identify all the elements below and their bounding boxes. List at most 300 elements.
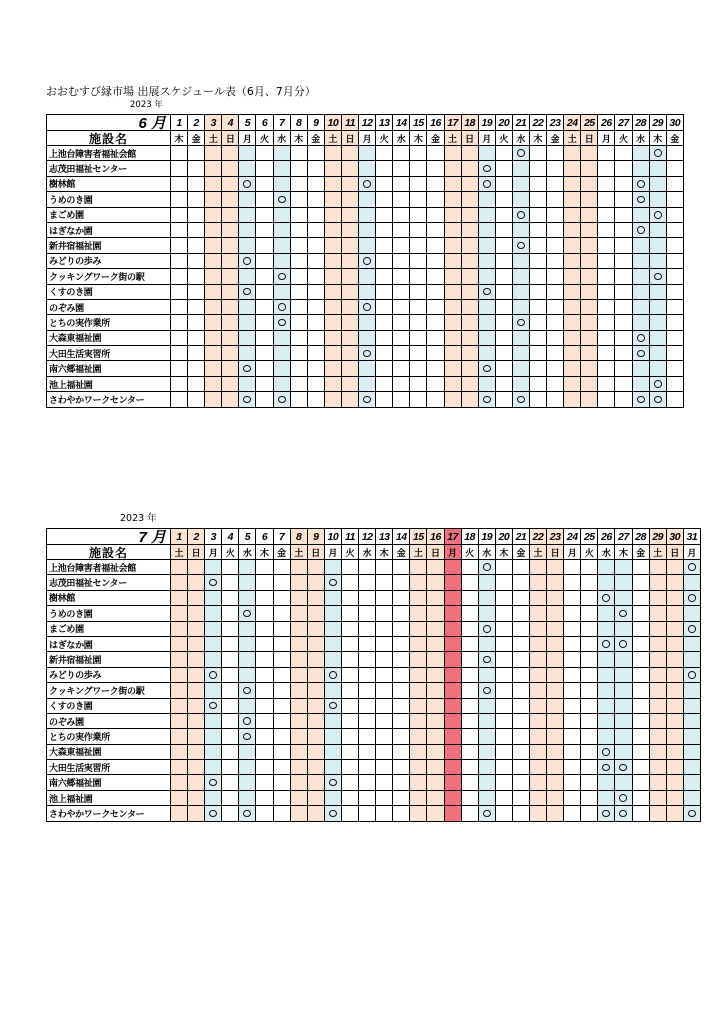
- schedule-cell: [376, 177, 393, 192]
- schedule-cell: [325, 745, 342, 760]
- schedule-cell: [274, 791, 291, 806]
- schedule-cell: [667, 254, 684, 269]
- schedule-cell: [496, 254, 513, 269]
- schedule-cell: [513, 254, 530, 269]
- schedule-cell: [222, 238, 239, 253]
- schedule-cell: [598, 714, 615, 729]
- schedule-cell: [188, 745, 205, 760]
- schedule-cell: [547, 146, 564, 161]
- schedule-cell: [530, 637, 547, 652]
- schedule-cell: [256, 683, 273, 698]
- facility-name: のぞみ園: [47, 300, 171, 315]
- schedule-cell: [547, 269, 564, 284]
- weekday-cell: 水: [239, 545, 256, 560]
- facility-name: さわやかワークセンター: [47, 392, 171, 407]
- schedule-cell: [633, 622, 650, 637]
- schedule-cell: [222, 683, 239, 698]
- schedule-cell: [222, 714, 239, 729]
- schedule-cell: [479, 223, 496, 238]
- schedule-cell: [188, 238, 205, 253]
- schedule-cell: [205, 560, 222, 575]
- schedule-cell: [239, 392, 256, 407]
- schedule-cell: [376, 591, 393, 606]
- schedule-cell: [581, 760, 598, 775]
- schedule-cell: [342, 637, 359, 652]
- schedule-cell: [667, 683, 684, 698]
- schedule-cell: [342, 254, 359, 269]
- schedule-cell: [615, 285, 632, 300]
- circle-mark-icon: [329, 810, 337, 818]
- schedule-cell: [633, 652, 650, 667]
- schedule-cell: [291, 300, 308, 315]
- schedule-cell: [564, 161, 581, 176]
- schedule-cell: [496, 285, 513, 300]
- schedule-cell: [445, 346, 462, 361]
- schedule-cell: [650, 575, 667, 590]
- schedule-cell: [342, 775, 359, 790]
- facility-name: 大田生活実習所: [47, 760, 171, 775]
- facility-name: のぞみ園: [47, 714, 171, 729]
- schedule-cell: [445, 699, 462, 714]
- schedule-cell: [171, 745, 188, 760]
- schedule-cell: [239, 668, 256, 683]
- schedule-cell: [410, 177, 427, 192]
- schedule-cell: [564, 254, 581, 269]
- weekday-cell: 月: [598, 131, 615, 146]
- schedule-cell: [581, 699, 598, 714]
- schedule-cell: [462, 791, 479, 806]
- schedule-cell: [274, 591, 291, 606]
- schedule-cell: [325, 346, 342, 361]
- schedule-cell: [410, 392, 427, 407]
- weekday-cell: 木: [291, 131, 308, 146]
- schedule-cell: [667, 806, 684, 821]
- schedule-cell: [274, 192, 291, 207]
- circle-mark-icon: [243, 396, 251, 404]
- schedule-cell: [547, 806, 564, 821]
- facility-name: 新井宿福祉園: [47, 652, 171, 667]
- schedule-cell: [256, 760, 273, 775]
- schedule-cell: [445, 146, 462, 161]
- circle-mark-icon: [329, 702, 337, 710]
- schedule-cell: [427, 575, 444, 590]
- day-number-cell: 1: [171, 529, 188, 545]
- schedule-cell: [650, 699, 667, 714]
- schedule-cell: [393, 331, 410, 346]
- schedule-cell: [496, 361, 513, 376]
- schedule-cell: [239, 806, 256, 821]
- schedule-cell: [171, 683, 188, 698]
- schedule-cell: [667, 285, 684, 300]
- schedule-cell: [171, 560, 188, 575]
- schedule-cell: [667, 331, 684, 346]
- circle-mark-icon: [209, 779, 217, 787]
- schedule-cell: [256, 606, 273, 621]
- schedule-cell: [530, 591, 547, 606]
- schedule-cell: [342, 699, 359, 714]
- schedule-cell: [513, 146, 530, 161]
- schedule-cell: [581, 300, 598, 315]
- schedule-cell: [650, 177, 667, 192]
- schedule-cell: [564, 683, 581, 698]
- schedule-cell: [479, 775, 496, 790]
- facility-name: みどりの歩み: [47, 254, 171, 269]
- schedule-cell: [564, 392, 581, 407]
- schedule-cell: [342, 269, 359, 284]
- schedule-cell: [393, 238, 410, 253]
- schedule-cell: [393, 392, 410, 407]
- weekday-cell: 水: [359, 545, 376, 560]
- schedule-cell: [376, 208, 393, 223]
- schedule-cell: [171, 714, 188, 729]
- schedule-cell: [308, 315, 325, 330]
- schedule-cell: [171, 699, 188, 714]
- facility-name: うめのき園: [47, 192, 171, 207]
- circle-mark-icon: [688, 625, 696, 633]
- schedule-cell: [308, 300, 325, 315]
- schedule-cell: [325, 714, 342, 729]
- schedule-cell: [274, 300, 291, 315]
- schedule-cell: [359, 652, 376, 667]
- facility-name: 大田生活実習所: [47, 346, 171, 361]
- schedule-cell: [342, 591, 359, 606]
- schedule-cell: [274, 254, 291, 269]
- schedule-cell: [598, 699, 615, 714]
- schedule-cell: [427, 315, 444, 330]
- schedule-cell: [564, 606, 581, 621]
- year-label: 2023 年: [130, 100, 163, 110]
- schedule-cell: [615, 775, 632, 790]
- circle-mark-icon: [278, 319, 286, 327]
- circle-mark-icon: [209, 579, 217, 587]
- schedule-cell: [171, 652, 188, 667]
- facility-name: 大森東福祉園: [47, 745, 171, 760]
- schedule-cell: [427, 637, 444, 652]
- schedule-cell: [376, 745, 393, 760]
- circle-mark-icon: [483, 625, 491, 633]
- circle-mark-icon: [688, 810, 696, 818]
- schedule-cell: [410, 361, 427, 376]
- circle-mark-icon: [637, 396, 645, 404]
- facility-name: うめのき園: [47, 606, 171, 621]
- schedule-cell: [530, 606, 547, 621]
- schedule-cell: [513, 192, 530, 207]
- day-number-cell: 9: [308, 529, 325, 545]
- schedule-cell: [222, 269, 239, 284]
- schedule-cell: [445, 622, 462, 637]
- schedule-cell: [650, 392, 667, 407]
- schedule-cell: [376, 146, 393, 161]
- schedule-cell: [667, 269, 684, 284]
- schedule-cell: [598, 775, 615, 790]
- schedule-cell: [188, 392, 205, 407]
- schedule-cell: [239, 192, 256, 207]
- schedule-cell: [359, 254, 376, 269]
- schedule-cell: [308, 254, 325, 269]
- schedule-cell: [256, 192, 273, 207]
- schedule-cell: [376, 560, 393, 575]
- schedule-cell: [547, 346, 564, 361]
- schedule-cell: [496, 652, 513, 667]
- schedule-cell: [205, 223, 222, 238]
- schedule-cell: [308, 346, 325, 361]
- weekday-cell: 土: [291, 545, 308, 560]
- schedule-cell: [598, 392, 615, 407]
- schedule-cell: [291, 806, 308, 821]
- schedule-cell: [513, 223, 530, 238]
- schedule-cell: [598, 652, 615, 667]
- schedule-cell: [445, 238, 462, 253]
- schedule-cell: [205, 361, 222, 376]
- schedule-cell: [513, 637, 530, 652]
- schedule-cell: [222, 652, 239, 667]
- schedule-cell: [684, 806, 701, 821]
- schedule-cell: [598, 806, 615, 821]
- schedule-cell: [667, 622, 684, 637]
- circle-mark-icon: [329, 579, 337, 587]
- schedule-cell: [513, 606, 530, 621]
- schedule-cell: [427, 161, 444, 176]
- facility-name: はぎなか園: [47, 637, 171, 652]
- schedule-cell: [274, 331, 291, 346]
- schedule-cell: [462, 223, 479, 238]
- schedule-cell: [462, 699, 479, 714]
- schedule-cell: [274, 392, 291, 407]
- schedule-cell: [291, 192, 308, 207]
- day-number-cell: 24: [564, 529, 581, 545]
- weekday-cell: 土: [530, 545, 547, 560]
- schedule-cell: [291, 575, 308, 590]
- day-number-cell: 26: [598, 529, 615, 545]
- schedule-cell: [342, 315, 359, 330]
- schedule-cell: [530, 208, 547, 223]
- schedule-cell: [684, 591, 701, 606]
- schedule-cell: [667, 346, 684, 361]
- schedule-cell: [256, 729, 273, 744]
- schedule-cell: [684, 729, 701, 744]
- circle-mark-icon: [243, 687, 251, 695]
- schedule-cell: [359, 683, 376, 698]
- schedule-cell: [462, 806, 479, 821]
- schedule-cell: [684, 668, 701, 683]
- schedule-cell: [376, 285, 393, 300]
- day-number-cell: 22: [530, 115, 547, 131]
- schedule-cell: [239, 331, 256, 346]
- schedule-cell: [479, 622, 496, 637]
- schedule-cell: [633, 146, 650, 161]
- schedule-cell: [479, 346, 496, 361]
- schedule-cell: [171, 269, 188, 284]
- schedule-cell: [598, 146, 615, 161]
- schedule-cell: [462, 238, 479, 253]
- schedule-cell: [445, 285, 462, 300]
- schedule-cell: [462, 729, 479, 744]
- schedule-cell: [445, 760, 462, 775]
- schedule-cell: [615, 591, 632, 606]
- schedule-cell: [479, 361, 496, 376]
- schedule-cell: [342, 377, 359, 392]
- circle-mark-icon: [363, 257, 371, 265]
- weekday-cell: 金: [633, 545, 650, 560]
- schedule-cell: [650, 714, 667, 729]
- facility-name: 上池台障害者福祉会館: [47, 560, 171, 575]
- schedule-cell: [633, 254, 650, 269]
- schedule-cell: [684, 622, 701, 637]
- schedule-cell: [256, 285, 273, 300]
- schedule-cell: [598, 637, 615, 652]
- schedule-cell: [633, 714, 650, 729]
- schedule-cell: [479, 714, 496, 729]
- schedule-cell: [359, 714, 376, 729]
- schedule-cell: [581, 361, 598, 376]
- day-number-cell: 3: [205, 529, 222, 545]
- schedule-cell: [615, 699, 632, 714]
- facility-name: 池上福祉園: [47, 791, 171, 806]
- schedule-cell: [598, 560, 615, 575]
- schedule-cell: [393, 192, 410, 207]
- schedule-cell: [496, 760, 513, 775]
- schedule-cell: [222, 591, 239, 606]
- schedule-cell: [479, 729, 496, 744]
- schedule-cell: [359, 208, 376, 223]
- schedule-cell: [222, 285, 239, 300]
- schedule-cell: [171, 254, 188, 269]
- schedule-cell: [171, 146, 188, 161]
- schedule-cell: [188, 192, 205, 207]
- schedule-cell: [445, 300, 462, 315]
- schedule-cell: [479, 606, 496, 621]
- schedule-cell: [274, 208, 291, 223]
- schedule-cell: [427, 331, 444, 346]
- schedule-cell: [291, 331, 308, 346]
- schedule-cell: [581, 269, 598, 284]
- schedule-cell: [496, 699, 513, 714]
- schedule-cell: [256, 668, 273, 683]
- schedule-cell: [359, 775, 376, 790]
- schedule-cell: [291, 177, 308, 192]
- day-number-cell: 21: [513, 115, 530, 131]
- schedule-cell: [376, 331, 393, 346]
- weekday-cell: 水: [479, 545, 496, 560]
- schedule-cell: [496, 223, 513, 238]
- weekday-cell: 木: [530, 131, 547, 146]
- day-number-cell: 9: [308, 115, 325, 131]
- circle-mark-icon: [619, 640, 627, 648]
- schedule-cell: [496, 346, 513, 361]
- schedule-cell: [445, 361, 462, 376]
- schedule-cell: [376, 652, 393, 667]
- schedule-cell: [445, 223, 462, 238]
- schedule-cell: [325, 238, 342, 253]
- schedule-cell: [222, 177, 239, 192]
- circle-mark-icon: [329, 779, 337, 787]
- schedule-cell: [410, 637, 427, 652]
- schedule-cell: [239, 208, 256, 223]
- schedule-cell: [667, 300, 684, 315]
- schedule-cell: [410, 377, 427, 392]
- schedule-cell: [479, 300, 496, 315]
- schedule-cell: [513, 269, 530, 284]
- schedule-cell: [684, 575, 701, 590]
- schedule-cell: [445, 560, 462, 575]
- schedule-cell: [564, 223, 581, 238]
- schedule-cell: [427, 238, 444, 253]
- schedule-cell: [325, 361, 342, 376]
- schedule-cell: [530, 346, 547, 361]
- schedule-cell: [427, 177, 444, 192]
- schedule-cell: [598, 331, 615, 346]
- schedule-cell: [274, 714, 291, 729]
- weekday-cell: 水: [393, 131, 410, 146]
- circle-mark-icon: [363, 180, 371, 188]
- schedule-cell: [462, 392, 479, 407]
- schedule-cell: [564, 238, 581, 253]
- schedule-cell: [547, 575, 564, 590]
- schedule-cell: [274, 346, 291, 361]
- weekday-cell: 金: [547, 131, 564, 146]
- schedule-cell: [222, 254, 239, 269]
- schedule-cell: [393, 177, 410, 192]
- schedule-cell: [547, 254, 564, 269]
- schedule-cell: [325, 806, 342, 821]
- schedule-cell: [291, 254, 308, 269]
- schedule-cell: [633, 238, 650, 253]
- facility-name: 志茂田福祉センター: [47, 575, 171, 590]
- weekday-cell: 火: [256, 131, 273, 146]
- schedule-cell: [564, 745, 581, 760]
- schedule-cell: [325, 392, 342, 407]
- schedule-cell: [256, 361, 273, 376]
- circle-mark-icon: [637, 334, 645, 342]
- schedule-cell: [667, 361, 684, 376]
- weekday-cell: 金: [667, 131, 684, 146]
- schedule-cell: [633, 331, 650, 346]
- schedule-cell: [427, 775, 444, 790]
- circle-mark-icon: [209, 702, 217, 710]
- schedule-cell: [547, 361, 564, 376]
- schedule-cell: [445, 652, 462, 667]
- schedule-cell: [359, 591, 376, 606]
- schedule-cell: [325, 377, 342, 392]
- schedule-cell: [256, 652, 273, 667]
- circle-mark-icon: [209, 810, 217, 818]
- schedule-cell: [188, 699, 205, 714]
- schedule-cell: [462, 652, 479, 667]
- circle-mark-icon: [243, 610, 251, 618]
- day-number-cell: 21: [513, 529, 530, 545]
- schedule-cell: [479, 208, 496, 223]
- schedule-cell: [256, 745, 273, 760]
- schedule-cell: [445, 208, 462, 223]
- schedule-cell: [410, 238, 427, 253]
- schedule-cell: [598, 575, 615, 590]
- schedule-cell: [359, 361, 376, 376]
- schedule-cell: [530, 285, 547, 300]
- schedule-cell: [308, 806, 325, 821]
- schedule-cell: [496, 238, 513, 253]
- day-number-cell: 31: [684, 529, 701, 545]
- schedule-cell: [479, 146, 496, 161]
- schedule-cell: [188, 622, 205, 637]
- year-label: 2023 年: [120, 513, 157, 524]
- schedule-cell: [445, 331, 462, 346]
- circle-mark-icon: [278, 196, 286, 204]
- circle-mark-icon: [602, 748, 610, 756]
- schedule-cell: [547, 177, 564, 192]
- circle-mark-icon: [517, 319, 525, 327]
- facility-name: 志茂田福祉センター: [47, 161, 171, 176]
- schedule-cell: [274, 745, 291, 760]
